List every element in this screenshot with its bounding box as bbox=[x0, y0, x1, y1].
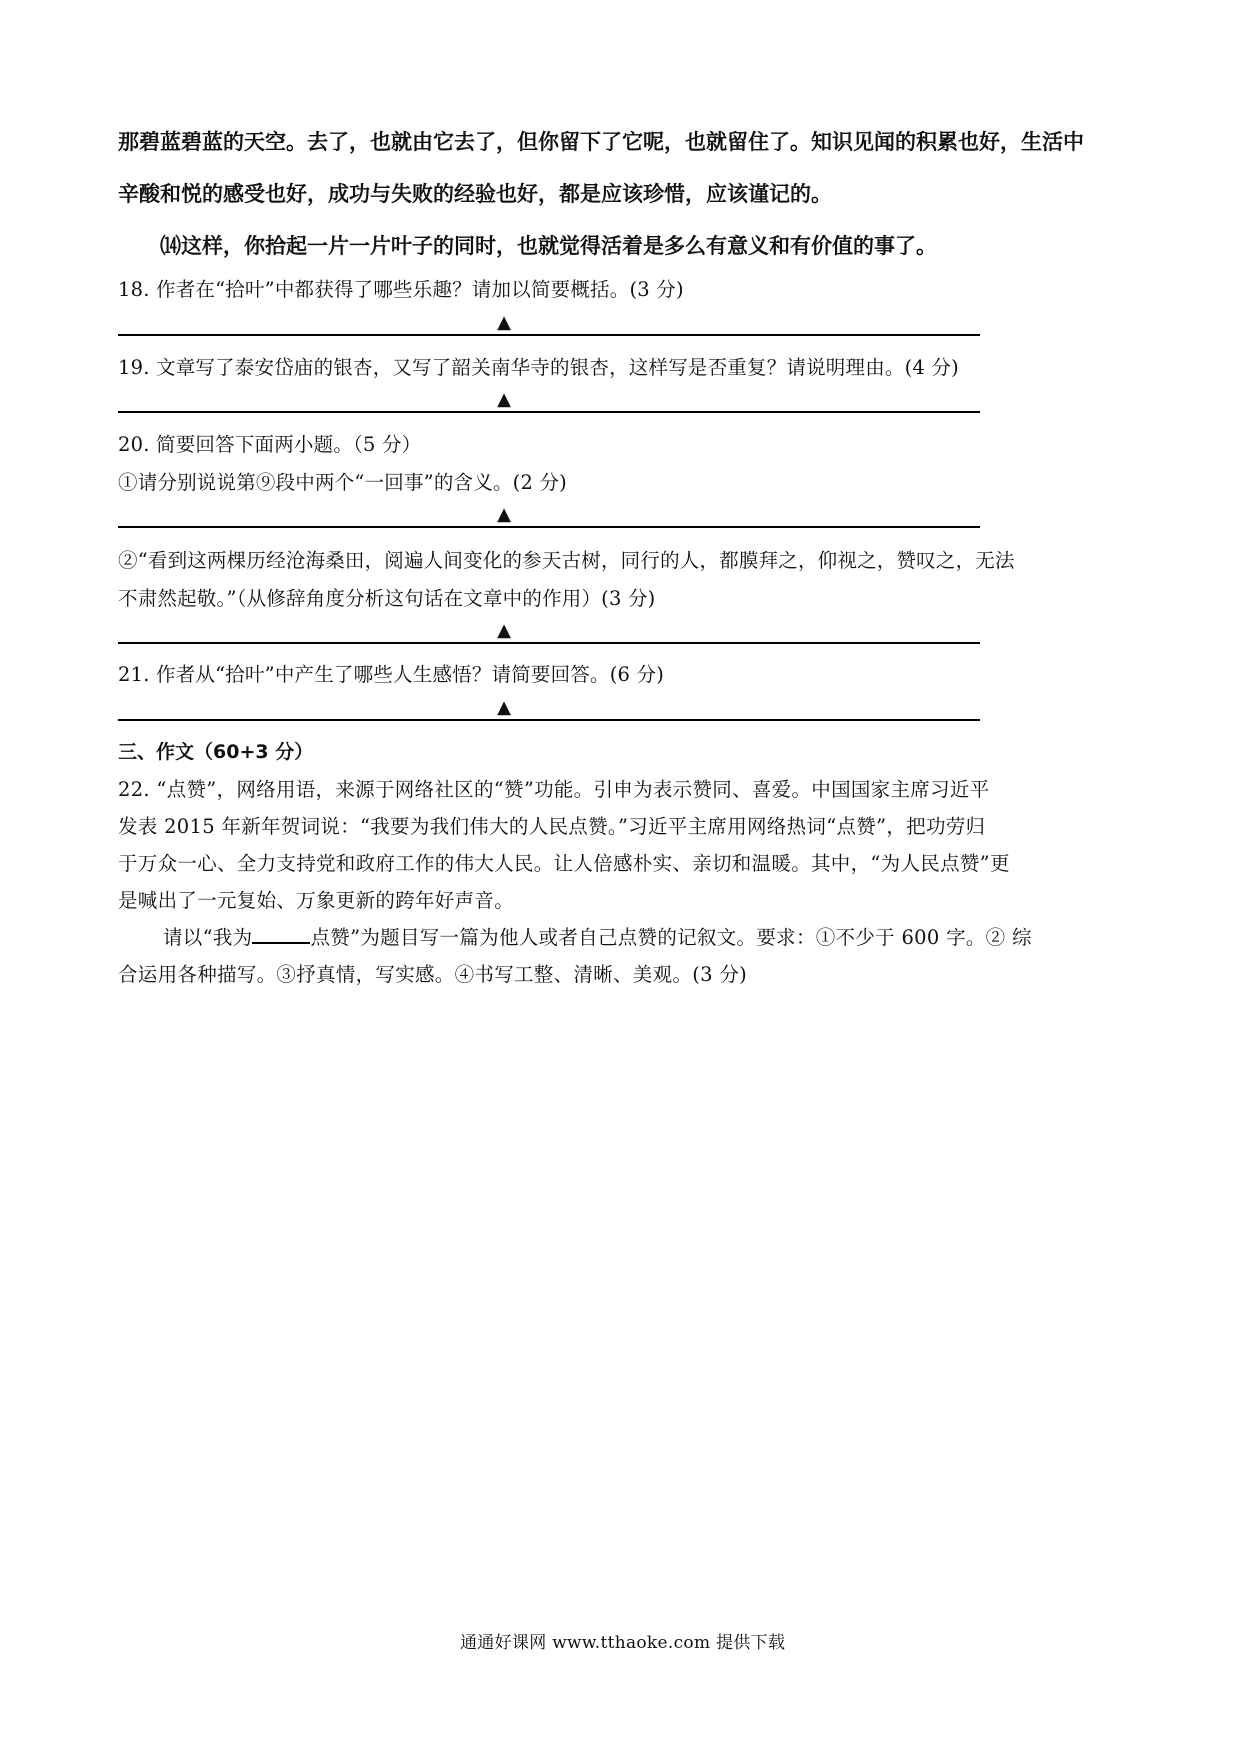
answer-line[interactable] bbox=[118, 334, 980, 336]
answer-triangle-icon: ▲ bbox=[497, 504, 511, 525]
composition-requirements-line-2: 合运用各种描写。③抒真情，写实感。④书写工整、清晰、美观。(3 分) bbox=[118, 963, 748, 986]
answer-line[interactable] bbox=[118, 719, 980, 721]
answer-triangle-icon: ▲ bbox=[497, 697, 511, 718]
requirement-suffix: 点赞”为题目写一篇为他人或者自己点赞的记叙文。要求：①不少于 600 字。② 综 bbox=[310, 926, 1032, 949]
composition-prompt-line-4: 是喊出了一元复始、万象更新的跨年好声音。 bbox=[118, 889, 515, 912]
answer-line[interactable] bbox=[118, 411, 980, 413]
answer-triangle-icon: ▲ bbox=[497, 312, 511, 333]
title-blank[interactable] bbox=[252, 924, 310, 944]
composition-prompt-line-1: 22. “点赞”，网络用语，来源于网络社区的“赞”功能。引申为表示赞同、喜爱。中国国家主席习近平 bbox=[118, 778, 990, 801]
composition-prompt-line-3: 于万众一心、全力支持党和政府工作的伟大人民。让人倍感朴实、亲切和温暖。其中，“为人民点赞”更 bbox=[118, 852, 1010, 875]
requirement-prefix: 请以“我为 bbox=[163, 926, 253, 949]
question-20-part-2-line-1: ②“看到这两棵历经沧海桑田，阅遍人间变化的参天古树，同行的人，都膜拜之，仰视之，赞叹之，无法 bbox=[118, 549, 1015, 572]
question-20: 20. 简要回答下面两小题。（5 分） bbox=[118, 433, 422, 456]
passage-line-2: 辛酸和悦的感受也好，成功与失败的经验也好，都是应该珍惜，应该谨记的。 bbox=[118, 182, 832, 206]
page-footer: 通通好课网 www.tthaoke.com 提供下载 bbox=[460, 1633, 786, 1653]
passage-paragraph-14: ⒁这样，你拾起一片一片叶子的同时，也就觉得活着是多么有意义和有价值的事了。 bbox=[160, 234, 937, 258]
composition-requirements-line-1 bbox=[163, 922, 1032, 950]
question-21: 21. 作者从“拾叶”中产生了哪些人生感悟？请简要回答。(6 分) bbox=[118, 663, 665, 686]
answer-triangle-icon: ▲ bbox=[497, 620, 511, 641]
question-20-part-1: ①请分别说说第⑨段中两个“一回事”的含义。(2 分) bbox=[118, 471, 567, 494]
section-heading-composition: 三、作文（60+3 分） bbox=[118, 741, 314, 763]
answer-line[interactable] bbox=[118, 526, 980, 528]
answer-line[interactable] bbox=[118, 642, 980, 644]
answer-triangle-icon: ▲ bbox=[497, 389, 511, 410]
question-20-part-2-line-2: 不肃然起敬。”（从修辞角度分析这句话在文章中的作用）(3 分) bbox=[118, 587, 656, 610]
composition-prompt-line-2: 发表 2015 年新年贺词说：“我要为我们伟大的人民点赞。”习近平主席用网络热词“点赞”，把功劳归 bbox=[118, 815, 986, 838]
question-19: 19. 文章写了泰安岱庙的银杏，又写了韶关南华寺的银杏，这样写是否重复？请说明理由。(4 分) bbox=[118, 356, 959, 379]
passage-line-1: 那碧蓝碧蓝的天空。去了，也就由它去了，但你留下了它呢，也就留住了。知识见闻的积累也好，生活中 bbox=[118, 130, 1084, 154]
question-18: 18. 作者在“拾叶”中都获得了哪些乐趣？请加以简要概括。(3 分) bbox=[118, 278, 684, 301]
